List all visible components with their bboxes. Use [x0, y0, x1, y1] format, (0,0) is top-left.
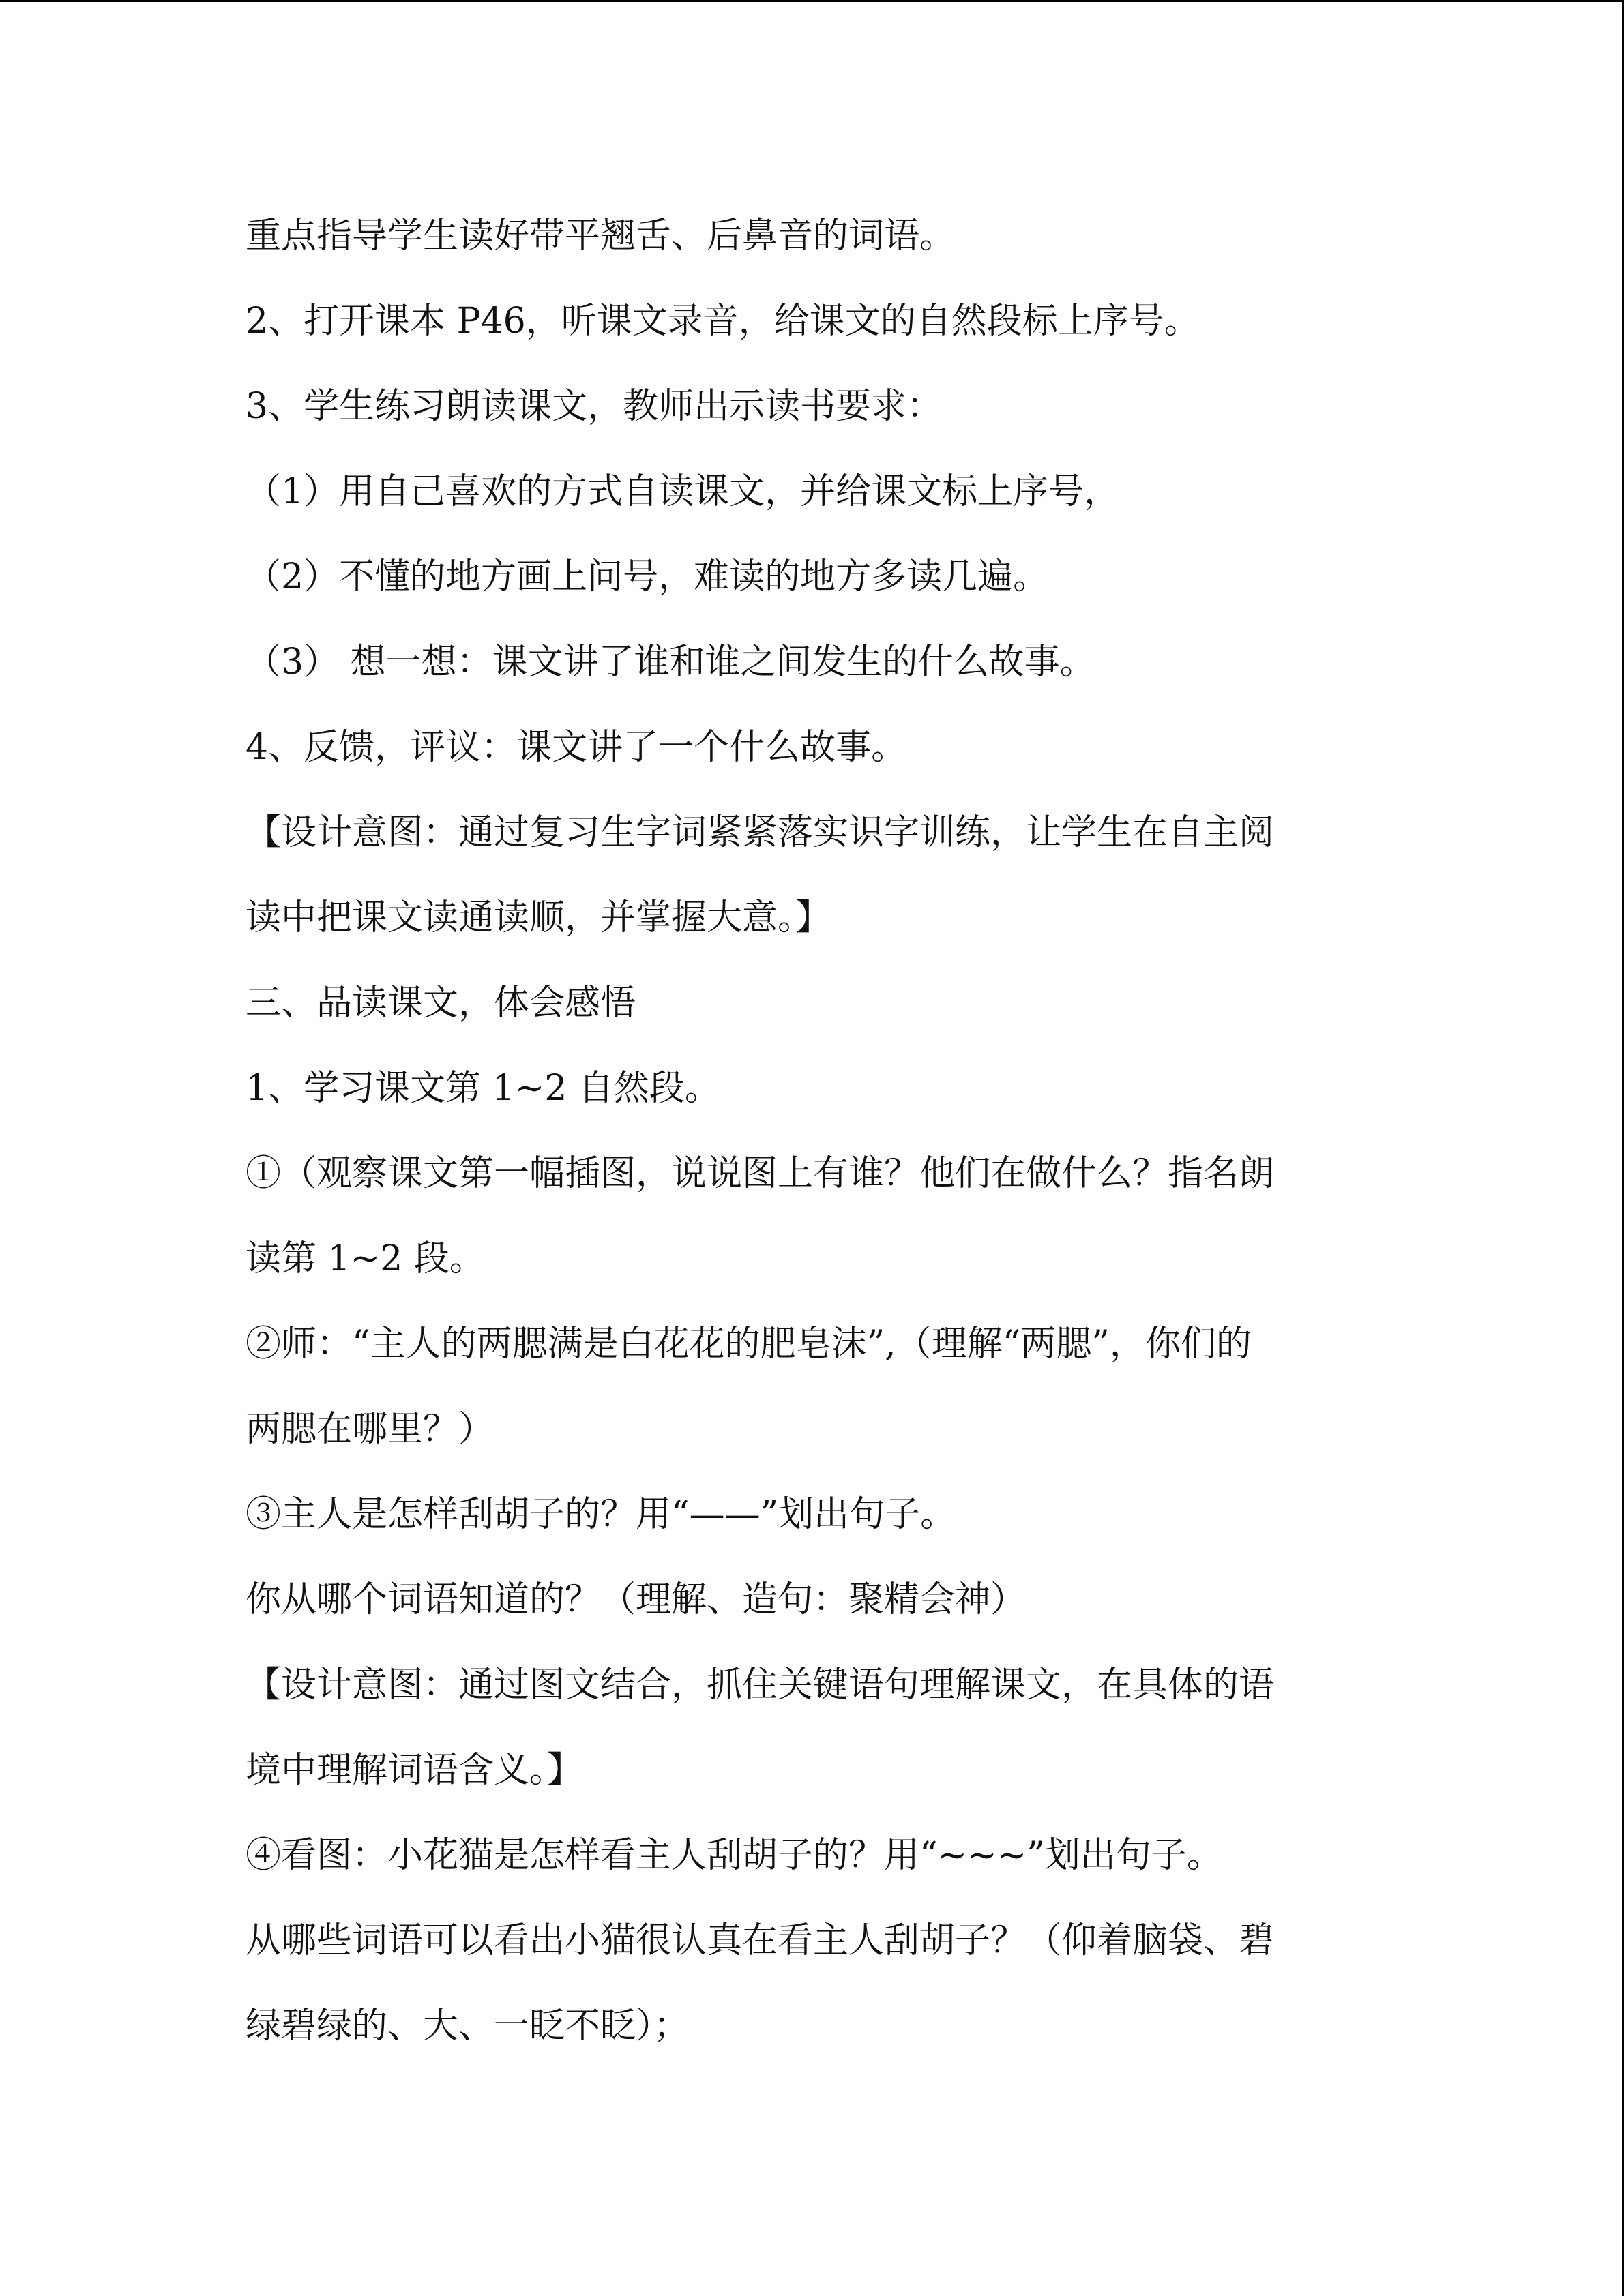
text-line: 你从哪个词语知道的？（理解、造句：聚精会神）	[246, 1579, 1027, 1620]
text-line: 两腮在哪里？）	[246, 1409, 494, 1450]
text-line: 3、学生练习朗读课文，教师出示读书要求：	[246, 386, 943, 427]
text-line: （3） 想一想：课文讲了谁和谁之间发生的什么故事。	[246, 642, 1095, 683]
section-heading: 三、品读课文，体会感悟	[246, 983, 636, 1024]
text-line: 【设计意图：通过复习生字词紧紧落实识字训练，让学生在自主阅	[246, 812, 1275, 853]
text-line: 绿碧绿的、大、一眨不眨）；	[246, 2006, 690, 2046]
text-line: 2、打开课本 P46，听课文录音，给课文的自然段标上序号。	[246, 301, 1200, 342]
text-line: ①（观察课文第一幅插图，说说图上有谁？他们在做什么？指名朗	[246, 1153, 1275, 1194]
page-border-top	[0, 0, 1624, 2]
text-line: （1）用自己喜欢的方式自读课文，并给课文标上序号，	[246, 471, 1120, 512]
text-line: 1、学习课文第 1~2 自然段。	[246, 1068, 720, 1109]
text-line: 重点指导学生读好带平翘舌、后鼻音的词语。	[246, 215, 956, 256]
text-line: ②师：“主人的两腮满是白花花的肥皂沫”,（理解“两腮”，你们的	[246, 1324, 1252, 1365]
text-line: 境中理解词语含义。】	[246, 1750, 583, 1791]
text-line: 读第 1~2 段。	[246, 1238, 485, 1279]
text-line: 读中把课文读通读顺，并掌握大意。】	[246, 897, 831, 938]
text-line: （2）不懂的地方画上问号，难读的地方多读几遍。	[246, 556, 1049, 597]
text-line: ④看图：小花猫是怎样看主人刮胡子的？用“~~~”划出句子。	[246, 1835, 1222, 1876]
text-line: 从哪些词语可以看出小猫很认真在看主人刮胡子？（仰着脑袋、碧	[246, 1920, 1275, 1961]
text-line: ③主人是怎样刮胡子的？用“——”划出句子。	[246, 1494, 956, 1535]
text-line: 【设计意图：通过图文结合，抓住关键语句理解课文，在具体的语	[246, 1665, 1275, 1705]
text-line: 4、反馈，评议：课文讲了一个什么故事。	[246, 727, 907, 768]
